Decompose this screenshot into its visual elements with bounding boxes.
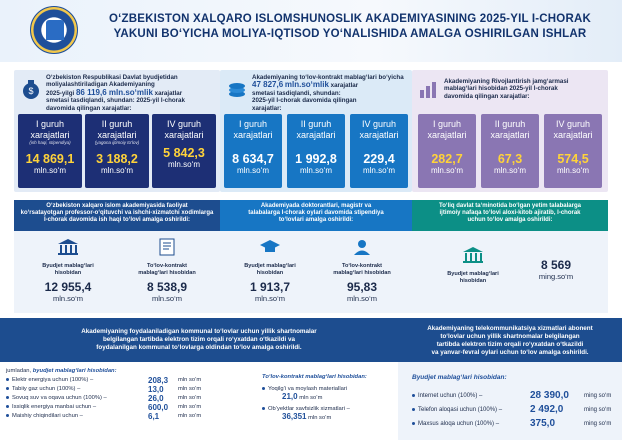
list-item: Ob‘yektlar xavfsizlik xizmatlari –: [262, 406, 396, 412]
fund-tile-group4: IV guruh xarajatlari 574,5 mln.so‘m: [544, 114, 602, 188]
contract-card: [220, 70, 412, 192]
orphan-budget-item: Byudjet mablag‘lari hisobidan: [438, 246, 508, 284]
utilities-section: [0, 318, 398, 440]
list-item: Internet uchun (100%) – 28 390,0 ming so‘m: [412, 390, 612, 402]
academy-logo: [30, 6, 78, 54]
fund-group4-value: 574,5: [557, 152, 589, 166]
growth-chart-icon: [418, 78, 440, 100]
coins-icon: [226, 78, 248, 100]
budget-group2-value: 3 188,2: [96, 152, 138, 166]
budget-tile-group1: I guruh xarajatlari (ish haqi, stipendiya) 14 869,1 mln.so‘m: [18, 114, 82, 188]
stipend-band: Akademiyada doktorantlari, magistr va talabalarga I-chorak oylari davomida stipendiya to‘lovlari amalga oshirildi:: [220, 200, 412, 231]
stipend-contract-value: 95,83: [346, 280, 378, 295]
telecom-list-title: Byudjet mablag‘lari hisobidan:: [412, 374, 507, 381]
student-icon: [351, 238, 373, 256]
bank-icon: [462, 246, 484, 264]
fund-card: [412, 70, 608, 192]
list-item: Elektr energiya uchun (100%) – 208,3 mln so‘m: [6, 376, 216, 385]
fund-group2-value: 67,3: [497, 152, 523, 166]
list-item: Sovuq suv va oqava uchun (100%) – 26,0 mln so‘m: [6, 394, 216, 403]
page-title: [100, 12, 600, 42]
contract-tile-group1: I guruh xarajatlari 8 634,7 mln.so‘m: [224, 114, 282, 188]
utilities-contract-list: To‘lov-kontrakt mablag‘lari hisobidan: Yoqilg‘i va moylash materiallari 21,0 mln so‘m Ob‘yektlar xavfsizlik xizmatlari – 36,351 mln so‘m: [262, 374, 396, 421]
bank-icon: [57, 238, 79, 256]
contract-group4-value: 229,4: [363, 152, 395, 166]
svg-text:$: $: [28, 86, 34, 96]
fund-description: Akademiyaning Rivojlantirish jamg‘armasi mablag‘lari hisobidan 2025-yil I-chorak davomida qilingan xarajatlar:: [444, 78, 569, 100]
graduation-cap-icon: [259, 238, 281, 256]
list-item: Maxsus aloqa uchun (100%) – 375,0 ming so‘m: [412, 418, 612, 430]
stipend-budget-item: Byudjet mablag‘lari hisobidan 1 913,7 mln.so‘m: [226, 238, 314, 303]
budget-tile-group2: II guruh xarajatlari (yagona ijtimoiy to‘lov) 3 188,2 mln.so‘m: [85, 114, 149, 188]
list-item: Maishiy chiqindilari uchun – 6,1 mln so‘m: [6, 412, 216, 421]
budget-tile-group4: IV guruh xarajatlari 5 842,3 mln.so‘m: [152, 114, 216, 188]
staff-salary-card: [14, 200, 220, 313]
staff-contract-value: 8 538,9: [146, 280, 188, 295]
contract-tile-group2: II guruh xarajatlari 1 992,8 mln.so‘m: [287, 114, 345, 188]
contract-document-icon: [156, 238, 178, 256]
telecom-band: Akademiyaning telekommunikatsiya xizmatlari abonent to‘lovlar uchun yillik shartnomalar belgilangan tartibda elektron tizim orqali ro‘yxatdan o‘tkazildi va yanvar-fevral oylari uchun to‘lov amalga oshirildi.: [398, 318, 622, 362]
list-item: Telefon aloqasi uchun (100%) – 2 492,0 ming so‘m: [412, 404, 612, 416]
building-icon: [46, 20, 64, 40]
contract-tile-group4: IV guruh xarajatlari 229,4 mln.so‘m: [350, 114, 408, 188]
staff-contract-item: To‘lov-kontrakt mablag‘lari hisobidan 8 538,9 mln.so‘m: [120, 238, 214, 303]
telecom-section: [398, 318, 622, 440]
list-item: Issiqlik energiya manbai uchun – 600,0 mln so‘m: [6, 403, 216, 412]
budget-description: O‘zbekiston Respublikasi Davlat byudjetidan moliyalashtiriladigan Akademiyaning 2025-yilgi 86 119,6 mln.so‘mlik xarajatlar smetasi tasdiqlandi, shundan: 2025-yil I-chorak davomida qilingan xarajatlar:: [46, 74, 185, 112]
header: [0, 0, 622, 62]
title-line-2: YAKUNI BO‘YICHA MOLIYA-IQTISOD YO‘NALISHIDA AMALGA OSHIRILGAN ISHLAR: [113, 28, 587, 40]
orphan-value: 8 569: [540, 258, 572, 272]
budget-group1-value: 14 869,1: [25, 152, 75, 166]
fund-tile-group1: I guruh xarajatlari 282,7 mln.so‘m: [418, 114, 476, 188]
staff-budget-item: Byudjet mablag‘lari hisobidan 12 955,4 mln.so‘m: [22, 238, 114, 303]
orphan-allowance-card: [412, 200, 608, 313]
list-item: Yoqilg‘i va moylash materiallari: [262, 386, 396, 392]
budget-card: [14, 70, 220, 192]
orphan-value-block: 8 569 ming.so‘m: [516, 254, 596, 281]
staff-salary-band: O‘zbekiston xalqaro islom akademiyasida faoliyat ko‘rsatayotgan professor-o‘qituvchi va ishchi-xizmatchi xodimlarga I-chorak davomida ish haqi to‘lovi amalga oshirildi:: [14, 200, 220, 231]
fund-group1-value: 282,7: [431, 152, 463, 166]
fund-tile-group2: II guruh xarajatlari 67,3 mln.so‘m: [481, 114, 539, 188]
money-bag-icon: [20, 78, 42, 100]
list-item: Tabiiy gaz uchun (100%) – 13,0 mln so‘m: [6, 385, 216, 394]
utilities-budget-list: jumladan, byudjet mablag‘lari hisobidan: Elektr energiya uchun (100%) – 208,3 mln so‘m Tabiiy gaz uchun (100%) – 13,0 mln so‘m Sovuq suv va oqava uchun (100%) – 26,0 mln so‘m Issiqlik energiya manbai uchun – 600,0 mln so‘m Maishiy chiqindilari uchun – 6,1 mln so‘m: [6, 368, 216, 421]
budget-group4-value: 5 842,3: [163, 146, 205, 160]
title-line-1: O‘ZBEKISTON XALQARO ISLOMSHUNOSLIK AKADEMIYASINING 2025-YIL I-CHORAK: [109, 13, 591, 25]
contract-group2-value: 1 992,8: [295, 152, 337, 166]
contract-description: Akademiyaning to‘lov-kontrakt mablag‘lari bo‘yicha 47 827,6 mln.so‘mlik xarajatlar smetasi tasdiqlandi, shundan: 2025-yil I-chorak davomida qilingan xarajatlar:: [252, 74, 404, 112]
contract-group1-value: 8 634,7: [232, 152, 274, 166]
stipend-card: [220, 200, 412, 313]
orphan-band: To‘liq davlat ta‘minotida bo‘lgan yetim talabalarga ijtimoiy nafaqa to‘lovi aloxi-kitob ajiratib, I-chorak uchun to‘lov amalga oshirildi:: [412, 200, 608, 231]
contract-list-title: To‘lov-kontrakt mablag‘lari hisobidan:: [262, 374, 367, 380]
utilities-band: Akademiyaning foydalaniladigan kommunal to‘lovlar uchun yillik shartnomalar belgilangan tartibda elektron tizim orqali ro‘yxatdan o‘tkazildi va foydalanilgan kommunal to‘lovlarga oldindan to‘lov amalga oshirildi.: [0, 318, 398, 362]
stipend-contract-item: To‘lov-kontrakt mablag‘lari hisobidan 95,83 mln.so‘m: [318, 238, 406, 303]
stipend-budget-value: 1 913,7: [249, 280, 291, 295]
staff-budget-value: 12 955,4: [44, 280, 92, 295]
